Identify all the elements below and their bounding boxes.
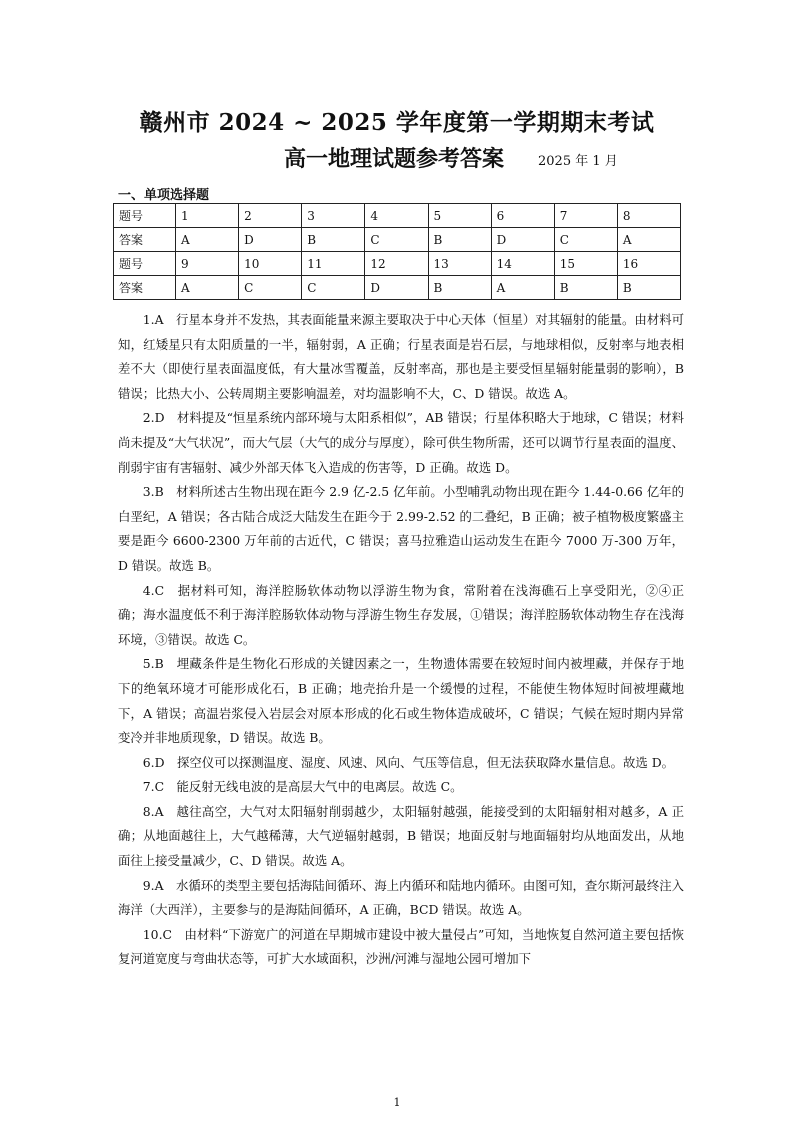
explanation-paragraph: 6.D 探空仪可以探测温度、湿度、风速、风向、气压等信息，但无法获取降水量信息。故选 D。 <box>142 754 675 770</box>
section-title-single-choice: 一、单项选择题 <box>118 188 210 203</box>
exam-date: 2025 年 1 月 <box>538 154 618 169</box>
table-cell: C <box>239 276 302 300</box>
exam-title: 赣州市 2024 ~ 2025 学年度第一学期期末考试 <box>139 109 655 136</box>
table-cell: D <box>365 276 428 300</box>
table-cell: B <box>428 228 491 252</box>
table-cell: 1 <box>176 204 239 228</box>
table-cell: C <box>365 228 428 252</box>
explanations <box>118 308 684 972</box>
answer-key-title: 高一地理试题参考答案 <box>284 146 505 172</box>
explanation-paragraph: 4.C 据材料可知，海洋腔肠软体动物以浮游生物为食，常附着在浅海礁石上享受阳光，②④正确；海水温度低不利于海洋腔肠软体动物与浮游生物生存发展，①错误；海洋腔肠软体动物生存在浅海环境，③错误。故选 C。 <box>118 582 684 647</box>
table-cell: D <box>239 228 302 252</box>
table-cell: 4 <box>365 204 428 228</box>
table-row <box>114 204 681 228</box>
answer-table <box>113 203 681 300</box>
table-cell: 10 <box>239 252 302 276</box>
row-label-cell: 答案 <box>114 228 176 252</box>
table-cell: A <box>491 276 554 300</box>
table-cell: 13 <box>428 252 491 276</box>
table-row <box>114 228 681 252</box>
table-cell: A <box>176 228 239 252</box>
explanation-paragraph: 10.C 由材料“下游宽广的河道在早期城市建设中被大量侵占”可知，当地恢复自然河道主要包括恢复河道宽度与弯曲状态等，可扩大水域面积，沙洲/河滩与湿地公园可增加下 <box>118 926 684 967</box>
explanation-paragraph: 9.A 水循环的类型主要包括海陆间循环、海上内循环和陆地内循环。由图可知，查尔斯河最终注入海洋（大西洋），主要参与的是海陆间循环，A 正确，BCD 错误。故选 A。 <box>118 877 684 918</box>
table-cell: D <box>491 228 554 252</box>
row-label-cell: 题号 <box>114 252 176 276</box>
table-cell: 2 <box>239 204 302 228</box>
table-cell: B <box>428 276 491 300</box>
table-cell: 9 <box>176 252 239 276</box>
table-cell: 14 <box>491 252 554 276</box>
table-cell: 8 <box>617 204 680 228</box>
page-number: 1 <box>393 1096 401 1109</box>
explanation-paragraph: 1.A 行星本身并不发热，其表面能量来源主要取决于中心天体（恒星）对其辐射的能量。由材料可知，红矮星只有太阳质量的一半，辐射弱，A 正确；行星表面是岩石层，与地球相似，反射率与地表相差不大（即使行星表面温度低，有大量冰雪覆盖，反射率高，那也是主要受恒星辐射能量弱的影响），B 错误；比热大小、公转周期主要影响温差，对均温影响不大，C、D 错误。故选 A。 <box>118 312 684 401</box>
explanation-paragraph: 3.B 材料所述古生物出现在距今 2.9 亿-2.5 亿年前。小型哺乳动物出现在距今 1.44-0.66 亿年的白垩纪，A 错误；各古陆合成泛大陆发生在距今于 2.99-2.52 的二叠纪，B 正确；被子植物极度繁盛主要是距今 6600-2300 万年前的古近代，C 错误；喜马拉雅造山运动发生在距今 7000 万-300 万年，D 错误。故选 B。 <box>118 484 684 573</box>
explanation-paragraph: 5.B 埋藏条件是生物化石形成的关键因素之一，生物遗体需要在较短时间内被埋藏，并保存于地下的绝氧环境才可能形成化石，B 正确；地壳抬升是一个缓慢的过程，不能使生物体短时间被埋藏地下，A 错误；高温岩浆侵入岩层会对原本形成的化石或生物体造成破坏，C 错误；气候在短时期内异常变冷并非地质现象，D 错误。故选 B。 <box>118 656 684 746</box>
explanation-paragraph: 2.D 材料提及“恒星系统内部环境与太阳系相似”，AB 错误；行星体积略大于地球，C 错误；材料尚未提及“大气状况”，而大气层（大气的成分与厚度），除可供生物所需，还可以调节行星表面的温度、削弱宇宙有害辐射、减少外部天体飞入造成的伤害等，D 正确。故选 D。 <box>118 410 684 475</box>
table-cell: 3 <box>302 204 365 228</box>
table-cell: 6 <box>491 204 554 228</box>
table-cell: 12 <box>365 252 428 276</box>
table-cell: 7 <box>554 204 617 228</box>
table-cell: B <box>554 276 617 300</box>
table-cell: C <box>302 276 365 300</box>
table-cell: 11 <box>302 252 365 276</box>
explanation-paragraph: 7.C 能反射无线电波的是高层大气中的电离层。故选 C。 <box>142 779 463 795</box>
table-cell: 16 <box>617 252 680 276</box>
explanation-paragraph: 8.A 越往高空，大气对太阳辐射削弱越少，太阳辐射越强，能接受到的太阳辐射相对越多，A 正确；从地面越往上，大气越稀薄，大气逆辐射越弱，B 错误；地面反射与地面辐射均从地面发出，从地面往上接受量减少，C、D 错误。故选 A。 <box>118 803 684 869</box>
table-row <box>114 276 681 300</box>
table-cell: B <box>302 228 365 252</box>
table-cell: A <box>176 276 239 300</box>
row-label-cell: 题号 <box>114 204 176 228</box>
row-label-cell: 答案 <box>114 276 176 300</box>
table-row <box>114 252 681 276</box>
table-cell: 15 <box>554 252 617 276</box>
table-cell: B <box>617 276 680 300</box>
table-cell: A <box>617 228 680 252</box>
table-cell: C <box>554 228 617 252</box>
table-cell: 5 <box>428 204 491 228</box>
